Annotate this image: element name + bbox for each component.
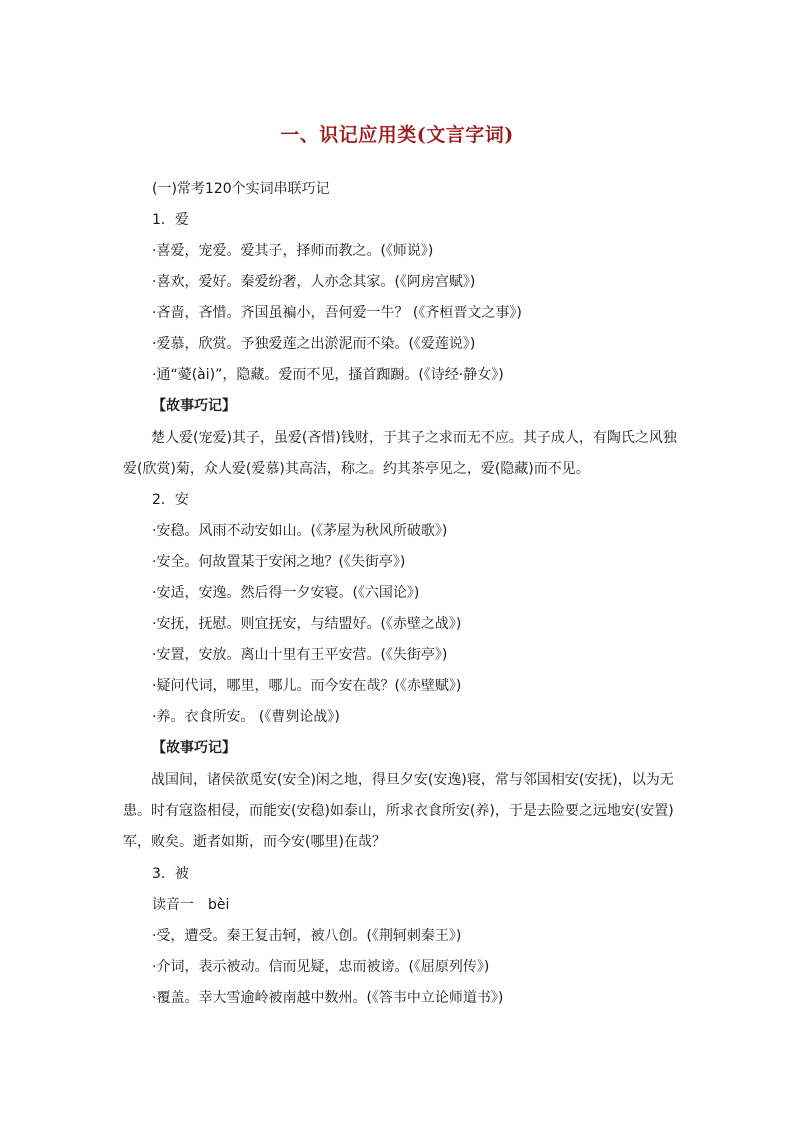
entry-item: ·覆盖。幸大雪逾岭被南越中数州。(《答韦中立论师道书》) xyxy=(152,990,504,1006)
entry-item: ·吝啬，吝惜。齐国虽褊小，吾何爱一牛？ (《齐桓晋文之事》) xyxy=(152,305,522,321)
reading-label: 读音一 bèi xyxy=(152,897,230,913)
entry-item: ·疑问代词，哪里，哪儿。而今安在哉？(《赤壁赋》) xyxy=(152,678,462,694)
entry-heading-bei: 3．被 xyxy=(152,866,189,882)
entry-item: ·爱慕，欣赏。予独爱莲之出淤泥而不染。(《爱莲说》) xyxy=(152,336,476,352)
entry-item: ·通“薆(ài)”，隐藏。爱而不见，搔首踟蹰。(《诗经·静女》) xyxy=(152,367,504,383)
entry-item: ·安适，安逸。然后得一夕安寝。(《六国论》) xyxy=(152,585,420,601)
entry-item: ·安抚，抚慰。则宜抚安，与结盟好。(《赤壁之战》) xyxy=(152,616,462,632)
entry-item: ·喜欢，爱好。秦爱纷奢，人亦念其家。(《阿房宫赋》) xyxy=(152,274,476,290)
entry-item: ·介词，表示被动。信而见疑，忠而被谤。(《屈原列传》) xyxy=(152,959,490,975)
entry-item: ·安全。何故置某于安闲之地？(《失街亭》) xyxy=(152,554,406,570)
entry-item: ·喜爱，宠爱。爱其子，择师而教之。(《师说》) xyxy=(152,243,434,259)
entry-item: ·安稳。风雨不动安如山。(《茅屋为秋风所破歌》) xyxy=(152,523,448,539)
entry-item: ·安置，安放。离山十里有王平安营。(《失街亭》) xyxy=(152,647,448,663)
story-paragraph: 楚人爱(宠爱)其子，虽爱(吝惜)钱财，于其子之求而无不应。其子成人，有陶氏之风独爱(欣赏)菊，众人爱(爱慕)其高洁，称之。约其茶亭见之，爱(隐藏)而不见。 xyxy=(123,430,677,477)
entry-heading-ai: 1．爱 xyxy=(152,212,189,228)
entry-item: ·受，遭受。秦王复击轲，被八创。(《荆轲刺秦王》) xyxy=(152,928,462,944)
story-paragraph: 战国间，诸侯欲觅安(安全)闲之地，得旦夕安(安逸)寝，常与邻国相安(安抚)，以为无患。时有寇盗相侵，而能安(安稳)如泰山，所求衣食所安(养)，于是去险要之远地安(安置)军，败矣。逝者如斯，而今安(哪里)在哉？ xyxy=(123,772,674,850)
story-label: 【故事巧记】 xyxy=(152,740,236,756)
story-label: 【故事巧记】 xyxy=(152,398,236,414)
entry-heading-an: 2．安 xyxy=(152,492,189,508)
page-title: 一、识记应用类(文言字词) xyxy=(280,124,514,146)
entry-item: ·养。衣食所安。 (《曹刿论战》) xyxy=(152,709,340,725)
section-heading: (一)常考120个实词串联巧记 xyxy=(152,181,330,197)
